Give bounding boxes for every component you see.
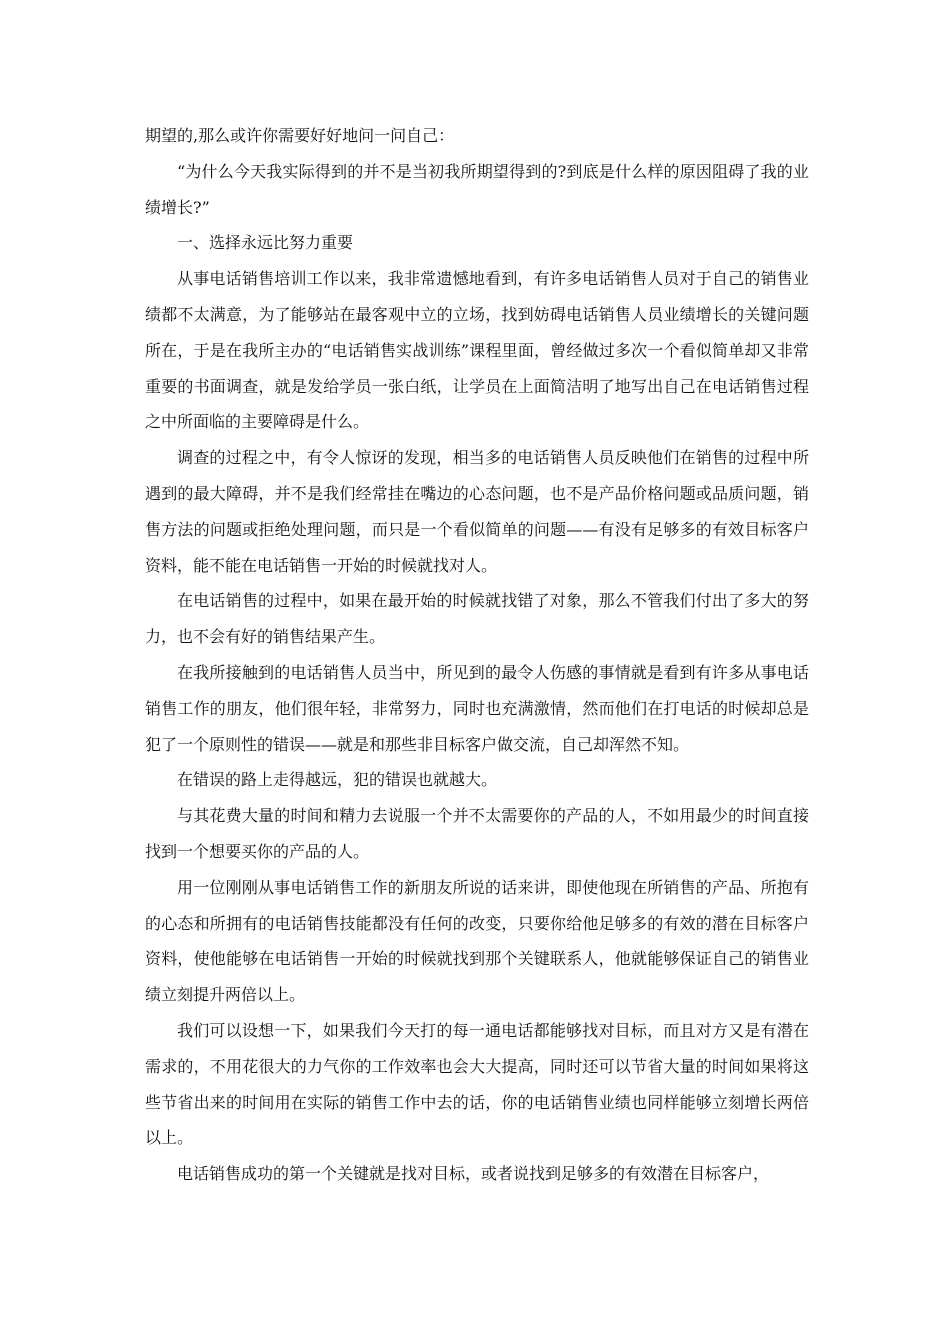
paragraph-4: 调查的过程之中，有令人惊讶的发现，相当多的电话销售人员反映他们在销售的过程中所遇到的最大障碍，并不是我们经常挂在嘴边的心态问题，也不是产品价格问题或品质问题，销售方法的问题或拒绝处理问题，而只是一个看似简单的问题——有没有足够多的有效目标客户资料，能不能在电话销售一开始的时候就找对人。 — [145, 448, 809, 575]
paragraph-7: 在错误的路上走得越远，犯的错误也就越大。 — [177, 770, 498, 790]
paragraph-5: 在电话销售的过程中，如果在最开始的时候就找错了对象，那么不管我们付出了多大的努力，也不会有好的销售结果产生。 — [145, 591, 809, 647]
paragraph-9: 用一位刚刚从事电话销售工作的新朋友所说的话来讲，即使他现在所销售的产品、所抱有的心态和所拥有的电话销售技能都没有任何的改变，只要你给他足够多的有效的潜在目标客户资料，使他能够在电话销售一开始的时候就找到那个关键联系人，他就能够保证自己的销售业绩立刻提升两倍以上。 — [145, 877, 809, 1005]
document-body — [145, 118, 809, 1192]
paragraph-2: “为什么今天我实际得到的并不是当初我所期望得到的?到底是什么样的原因阻碍了我的业绩增长?” — [145, 161, 809, 217]
paragraph-3: 从事电话销售培训工作以来，我非常遗憾地看到，有许多电话销售人员对于自己的销售业绩都不太满意，为了能够站在最客观中立的立场，找到妨碍电话销售人员业绩增长的关键问题所在，于是在我所主办的“电话销售实战训练”课程里面，曾经做过多次一个看似简单却又非常重要的书面调查，就是发给学员一张白纸，让学员在上面简洁明了地写出自己在电话销售过程之中所面临的主要障碍是什么。 — [145, 269, 809, 432]
paragraph-1: 期望的,那么或许你需要好好地问一问自己： — [145, 126, 455, 145]
paragraph-8: 与其花费大量的时间和精力去说服一个并不太需要你的产品的人，不如用最少的时间直接找到一个想要买你的产品的人。 — [145, 806, 809, 861]
paragraph-10: 我们可以设想一下，如果我们今天打的每一通电话都能够找对目标，而且对方又是有潜在需求的，不用花很大的力气你的工作效率也会大大提高，同时还可以节省大量的时间如果将这些节省出来的时间用在实际的销售工作中去的话，你的电话销售业绩也同样能够立刻增长两倍以上。 — [145, 1020, 809, 1148]
section-heading: 一、选择永远比努力重要 — [177, 233, 354, 253]
paragraph-6: 在我所接触到的电话销售人员当中，所见到的最令人伤感的事情就是看到有许多从事电话销售工作的朋友，他们很年轻，非常努力，同时也充满激情，然而他们在打电话的时候却总是犯了一个原则性的错误——就是和那些非目标客户做交流，自己却浑然不知。 — [145, 662, 809, 754]
paragraph-11: 电话销售成功的第一个关键就是找对目标，或者说找到足够多的有效潜在目标客户， — [177, 1164, 770, 1184]
